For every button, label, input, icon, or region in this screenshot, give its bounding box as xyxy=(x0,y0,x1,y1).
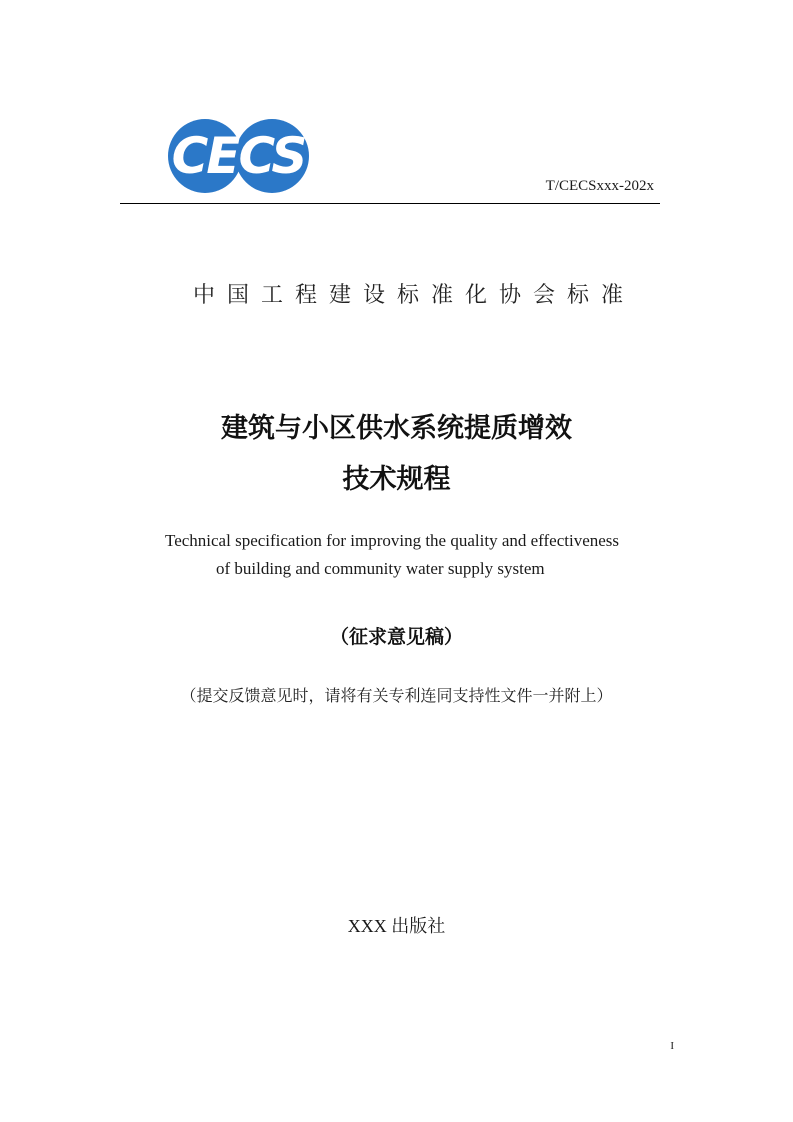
page-number: I xyxy=(670,1040,674,1052)
submission-note: （提交反馈意见时，请将有关专利连同支持性文件一并附上） xyxy=(180,686,613,705)
draft-status: （征求意见稿） xyxy=(329,626,463,648)
publisher: XXX 出版社 xyxy=(347,916,446,936)
header-divider xyxy=(120,203,660,204)
organization-name: 中国工程建设标准化协会标准 xyxy=(192,283,635,308)
english-title-line2: of building and community water supply system xyxy=(216,559,545,578)
cecs-logo xyxy=(166,117,311,195)
english-title-line1: Technical specification for improving the quality and effectiveness xyxy=(165,531,620,550)
document-title-line1: 建筑与小区供水系统提质增效 xyxy=(221,413,572,444)
standard-code: T/CECSxxx-202x xyxy=(545,178,654,194)
document-title-line2: 技术规程 xyxy=(342,464,451,495)
logo-text: CECS xyxy=(171,127,306,185)
